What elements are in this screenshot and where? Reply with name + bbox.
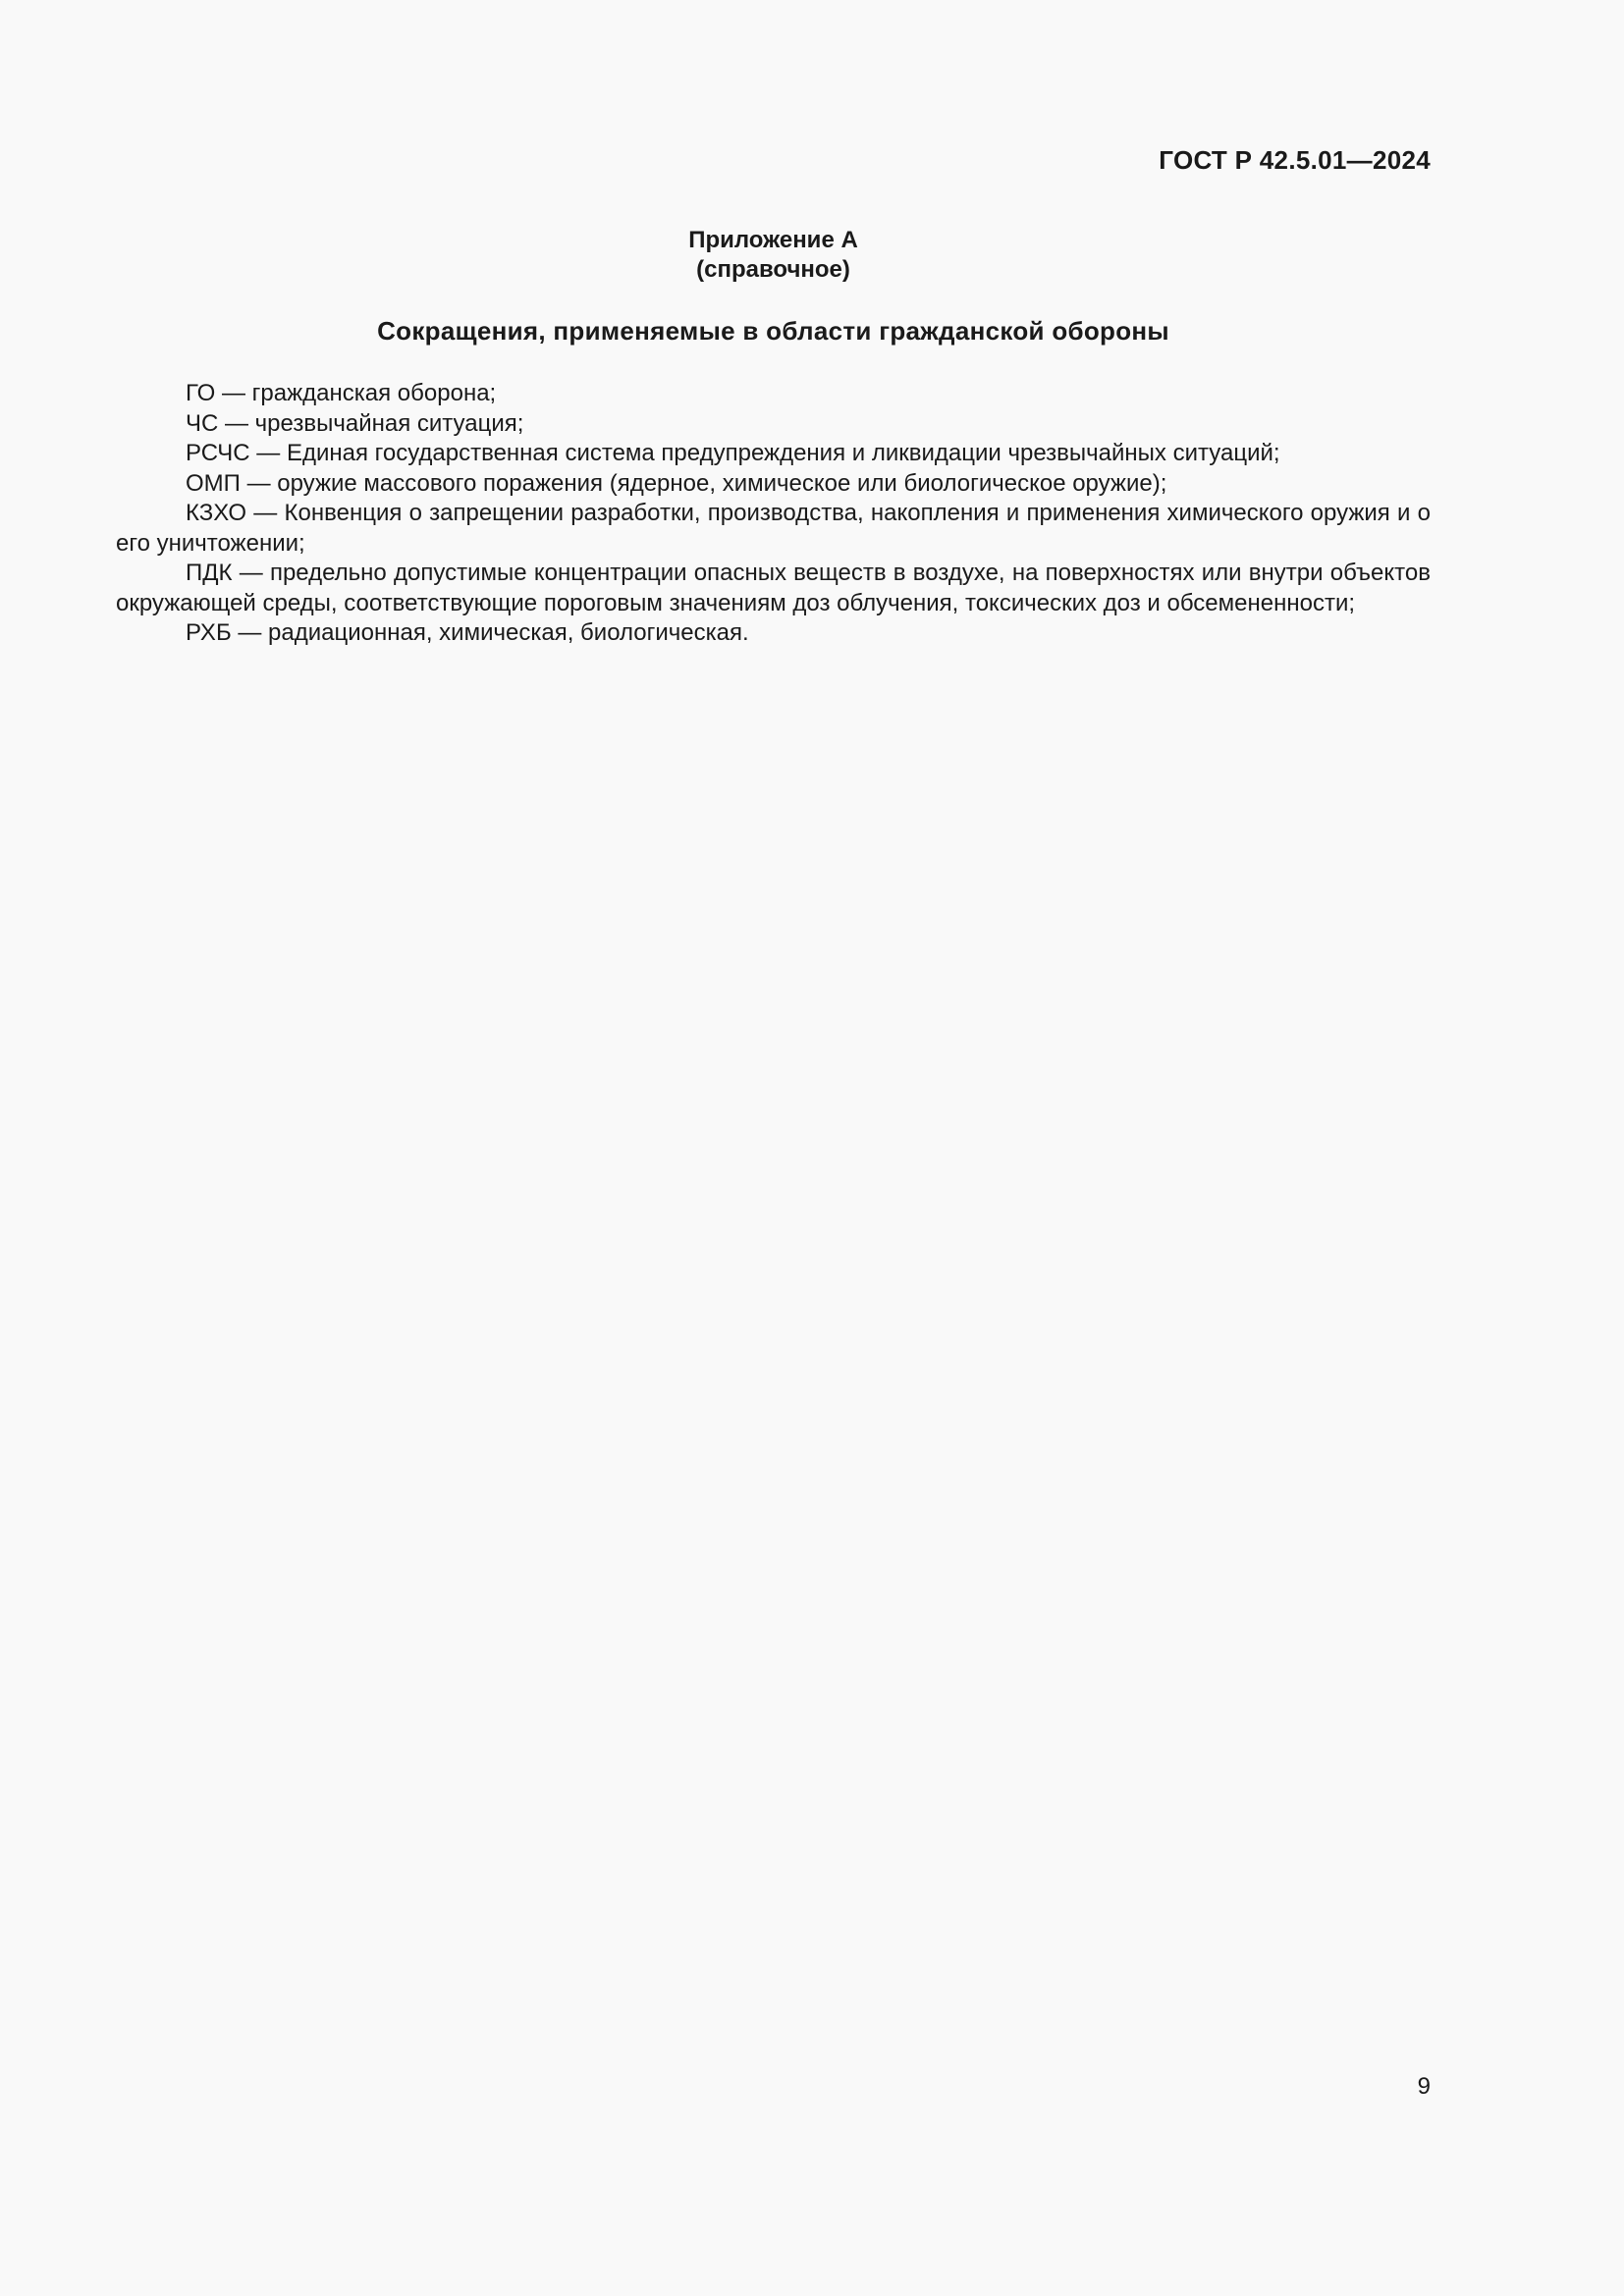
- abbreviation-item: ПДК — предельно допустимые концентрации опасных веществ в воздухе, на поверхностях или внутри объектов окружающей среды, соответствующие пороговым значениям доз облучения, токсических доз и обсемененности;: [116, 560, 1431, 616]
- abbreviation-item: РСЧС — Единая государственная система предупреждения и ликвидации чрезвычайных ситуаций;: [186, 440, 1280, 466]
- abbreviations-list: [116, 379, 1431, 649]
- appendix-title: Приложение А: [688, 227, 858, 253]
- page-number: 9: [1417, 2073, 1431, 2100]
- abbreviation-item: ОМП — оружие массового поражения (ядерное, химическое или биологическое оружие);: [186, 469, 1167, 497]
- abbreviation-item: РХБ — радиационная, химическая, биологическая.: [186, 619, 749, 646]
- appendix-subtitle: (справочное): [696, 256, 850, 283]
- abbreviation-item: КЗХО — Конвенция о запрещении разработки, производства, накопления и применения химического оружия и о его уничтожении;: [116, 500, 1431, 557]
- appendix-heading: [0, 226, 1546, 285]
- abbreviation-item: ГО — гражданская оборона;: [186, 380, 497, 406]
- section-title: Сокращения, применяемые в области гражданской обороны: [377, 316, 1169, 346]
- document-code: ГОСТ Р 42.5.01—2024: [1159, 145, 1431, 175]
- abbreviation-item: ЧС — чрезвычайная ситуация;: [186, 409, 524, 437]
